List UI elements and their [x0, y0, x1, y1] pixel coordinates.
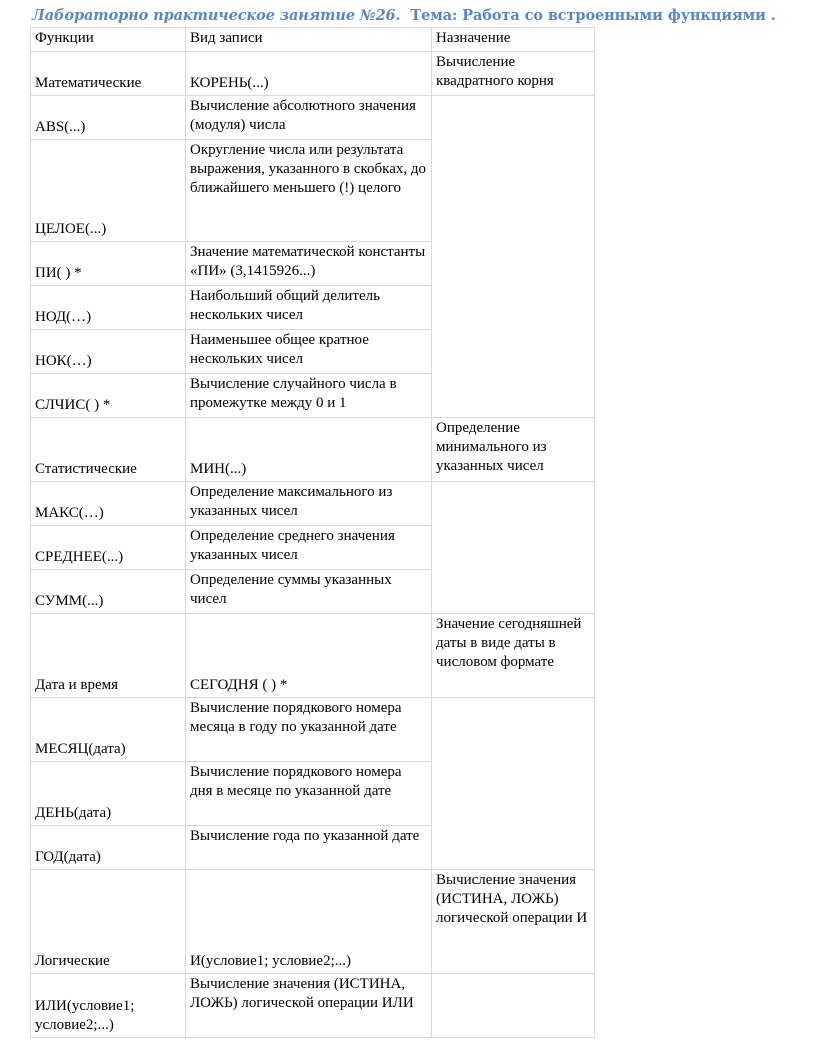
- table-row: [31, 698, 595, 762]
- description-cell: Определение максимального из указанных чисел: [186, 482, 432, 526]
- table-row: [31, 482, 595, 526]
- purpose-cell-empty: [432, 96, 595, 418]
- function-cell: НОК(…): [31, 330, 186, 374]
- description-cell: Вычисление порядкового номера дня в месяце по указанной дате: [186, 762, 432, 826]
- function-cell: СЛЧИС( ) *: [31, 374, 186, 418]
- table-row: [31, 96, 595, 140]
- description-cell: Значение математической константы «ПИ» (3,1415926...): [186, 242, 432, 286]
- function-cell: ИЛИ(условие1; условие2;...): [31, 974, 186, 1038]
- function-cell: ABS(...): [31, 96, 186, 140]
- function-cell: НОД(…): [31, 286, 186, 330]
- lab-title: Лабораторно практическое занятие №26.: [32, 7, 401, 24]
- function-cell: МАКС(…): [31, 482, 186, 526]
- table-row: [31, 614, 595, 698]
- purpose-cell: Значение сегодняшней даты в виде даты в числовом формате: [432, 614, 595, 698]
- description-cell: Вычисление порядкового номера месяца в году по указанной дате: [186, 698, 432, 762]
- syntax-cell: И(условие1; условие2;...): [186, 870, 432, 974]
- syntax-cell: СЕГОДНЯ ( ) *: [186, 614, 432, 698]
- function-cell: ДЕНЬ(дата): [31, 762, 186, 826]
- description-cell: Вычисление абсолютного значения (модуля) числа: [186, 96, 432, 140]
- description-cell: Округление числа или результата выражения, указанного в скобках, до ближайшего меньшего (!) целого: [186, 140, 432, 242]
- topic-title: Тема: Работа со встроенными функциями: [410, 7, 766, 24]
- functions-table: [30, 27, 595, 1038]
- purpose-cell: Вычисление квадратного корня: [432, 52, 595, 96]
- title-dot: .: [770, 7, 776, 24]
- description-cell: Наименьшее общее кратное нескольких чисел: [186, 330, 432, 374]
- description-cell: Определение среднего значения указанных чисел: [186, 526, 432, 570]
- description-cell: Вычисление значения (ИСТИНА, ЛОЖЬ) логической операции ИЛИ: [186, 974, 432, 1038]
- table-row: [31, 52, 595, 96]
- description-cell: Определение суммы указанных чисел: [186, 570, 432, 614]
- category-cell: Статистические: [31, 418, 186, 482]
- table-header-row: [31, 28, 595, 52]
- description-cell: Вычисление года по указанной дате: [186, 826, 432, 870]
- category-cell: Математические: [31, 52, 186, 96]
- category-cell: Дата и время: [31, 614, 186, 698]
- table-row: [31, 870, 595, 974]
- page-title: [32, 7, 776, 24]
- function-cell: СРЕДНЕЕ(...): [31, 526, 186, 570]
- header-purpose: Назначение: [432, 28, 595, 52]
- description-cell: Наибольший общий делитель нескольких чисел: [186, 286, 432, 330]
- description-cell: Вычисление случайного числа в промежутке между 0 и 1: [186, 374, 432, 418]
- header-syntax: Вид записи: [186, 28, 432, 52]
- purpose-cell-empty: [432, 698, 595, 870]
- function-cell: ГОД(дата): [31, 826, 186, 870]
- category-cell: Логические: [31, 870, 186, 974]
- purpose-cell: Определение минимального из указанных чисел: [432, 418, 595, 482]
- function-cell: МЕСЯЦ(дата): [31, 698, 186, 762]
- purpose-cell-empty: [432, 974, 595, 1038]
- header-functions: Функции: [31, 28, 186, 52]
- function-cell: ПИ( ) *: [31, 242, 186, 286]
- purpose-cell-empty: [432, 482, 595, 614]
- table-row: [31, 974, 595, 1038]
- syntax-cell: МИН(...): [186, 418, 432, 482]
- syntax-cell: КОРЕНЬ(...): [186, 52, 432, 96]
- purpose-cell: Вычисление значения (ИСТИНА, ЛОЖЬ) логической операции И: [432, 870, 595, 974]
- function-cell: ЦЕЛОЕ(...): [31, 140, 186, 242]
- function-cell: СУММ(...): [31, 570, 186, 614]
- table-row: [31, 418, 595, 482]
